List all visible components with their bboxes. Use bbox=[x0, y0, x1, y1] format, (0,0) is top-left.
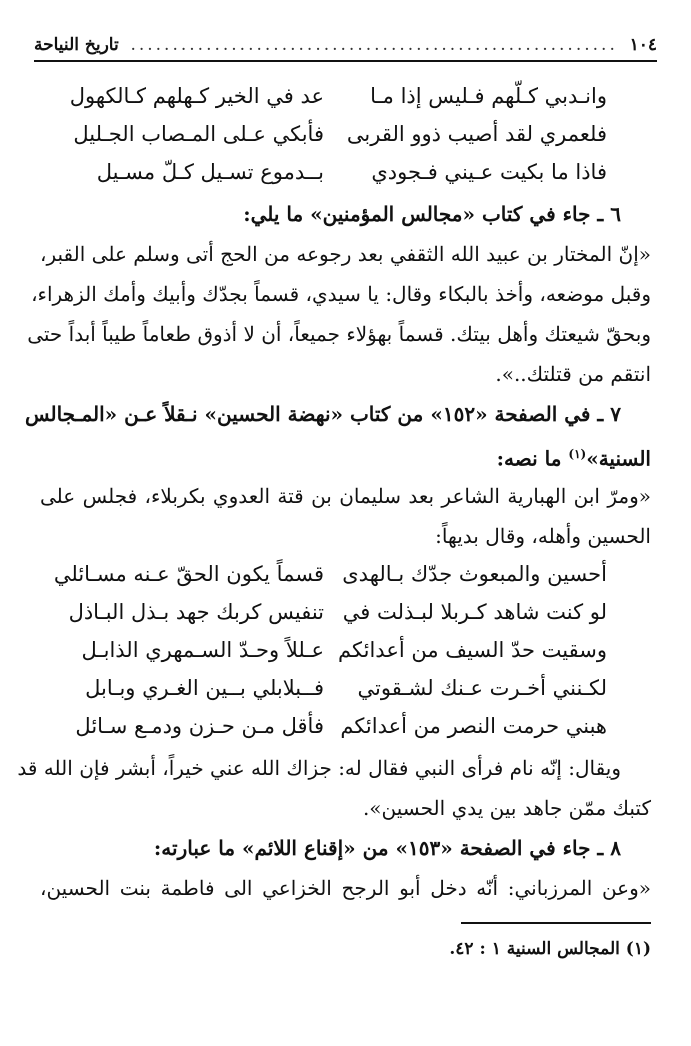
section-heading: ٧ ـ في الصفحة «١٥٢» من كتاب «نهضة الحسين» نـقلاً عـن «المـجالس bbox=[24, 402, 621, 426]
verse-first-hemistich: فلعمري لقد أصيب ذوو القربى bbox=[346, 122, 607, 146]
verse-second-hemistich: تنفيس كربك جهد بـذل البـاذل bbox=[68, 600, 324, 624]
poem-verse bbox=[0, 632, 691, 668]
footnote-separator bbox=[461, 922, 651, 924]
paragraph-line: «ومرّ ابن الهبارية الشاعر بعد سليمان بن قتة العدوي بكربلاء، فجلس على bbox=[40, 484, 651, 508]
section-heading: ٦ ـ جاء في كتاب «مجالس المؤمنين» ما يلي: bbox=[243, 202, 621, 226]
section-heading-continued bbox=[40, 434, 651, 474]
verse-first-hemistich: هبني حرمت النصر من أعدائكم bbox=[340, 714, 607, 738]
paragraph-line: «إنّ المختار بن عبيد الله الثقفي بعد رجوعه من الحج أتى وسلم على القبر، bbox=[40, 242, 651, 266]
page-number: ١٠٤ bbox=[629, 35, 657, 55]
paragraph-line: الحسين وأهله، وقال بديهاً: bbox=[435, 524, 651, 548]
paragraph-line: انتقم من قتلتك..». bbox=[495, 362, 651, 386]
verse-first-hemistich: فاذا ما بكيت عـيني فـجودي bbox=[371, 160, 607, 184]
poem-verse bbox=[0, 154, 691, 190]
verse-first-hemistich: وانـدبي كـلّهم فـليس إذا مـا bbox=[370, 84, 607, 108]
poem-verse bbox=[0, 556, 691, 592]
poem-verse bbox=[0, 594, 691, 630]
verse-first-hemistich: وسقيت حدّ السيف من أعدائكم bbox=[338, 638, 607, 662]
poem-verse bbox=[0, 78, 691, 114]
footnote-reference: (١) bbox=[568, 447, 587, 461]
verse-first-hemistich: لو كنت شاهد كـربلا لبـذلت في bbox=[342, 600, 607, 624]
paragraph-line: وقبل موضعه، وأخذ بالبكاء وقال: يا سيدي، قسماً بجدّك وأبيك وأمك الزهراء، bbox=[31, 282, 651, 306]
verse-second-hemistich: قسماً يكون الحقّ عـنه مسـائلي bbox=[53, 562, 324, 586]
paragraph-line: كتبك ممّن جاهد بين يدي الحسين». bbox=[362, 796, 651, 820]
verse-second-hemistich: فأبكي عـلى المـصاب الجـليل bbox=[73, 122, 324, 146]
footnote: (١) المجالس السنية ١ : ٤٢. bbox=[449, 939, 651, 959]
poem-verse bbox=[0, 116, 691, 152]
running-title: تاريخ النياحة bbox=[34, 35, 119, 55]
heading-text: السنية» bbox=[586, 446, 651, 471]
paragraph-line: «وعن المرزباني: أنّه دخل أبو الرجح الخزاعي الى فاطمة بنت الحسين، bbox=[40, 876, 651, 900]
header-dot-leader: .......................................................... bbox=[130, 35, 618, 55]
verse-first-hemistich: أحسين والمبعوث جدّك بـالهدى bbox=[342, 562, 607, 586]
poem-verse bbox=[0, 708, 691, 744]
paragraph-line: وبحقّ شيعتك وأهل بيتك. قسماً بهؤلاء جميعاً، أن لا أذوق طعاماً طيباً أبداً حتى bbox=[27, 322, 651, 346]
paragraph-line: ويقال: إنّه نام فرأى النبي فقال له: جزاك الله عني خيراً، أبشر فإن الله قد bbox=[17, 756, 621, 780]
verse-second-hemistich: فــبلابلي بــين الغـري وبـابل bbox=[85, 676, 324, 700]
verse-second-hemistich: عـللاً وحـدّ السـمهري الذابـل bbox=[81, 638, 324, 662]
verse-first-hemistich: لكـنني أخـرت عـنك لشـقوتي bbox=[357, 676, 607, 700]
heading-tail: ما نصه: bbox=[496, 446, 569, 471]
verse-second-hemistich: عد في الخير كـهلهم كـالكهول bbox=[69, 84, 324, 108]
section-heading: ٨ ـ جاء في الصفحة «١٥٣» من «إقناع اللائم» ما عبارته: bbox=[153, 836, 621, 860]
verse-second-hemistich: بــدموع تسـيل كـلّ مسـيل bbox=[96, 160, 324, 184]
poem-verse bbox=[0, 670, 691, 706]
verse-second-hemistich: فأقل مـن حـزن ودمـع سـائل bbox=[75, 714, 324, 738]
page-header bbox=[34, 30, 657, 62]
